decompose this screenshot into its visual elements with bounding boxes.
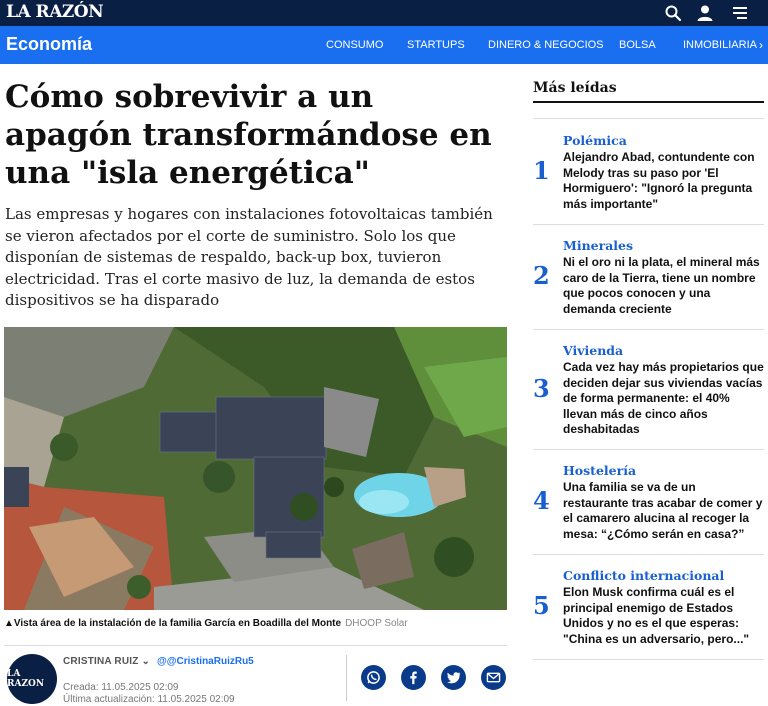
nav-item-dinero-negocios[interactable]: DINERO & NEGOCIOS: [488, 39, 604, 51]
list-divider: [533, 329, 764, 330]
item-number: 5: [533, 591, 550, 620]
user-icon[interactable]: [696, 4, 714, 22]
photo-credit: DHOOP Solar: [345, 618, 408, 629]
author-name-text[interactable]: CRISTINA RUIZ: [63, 656, 139, 667]
menu-icon[interactable]: [731, 4, 749, 22]
item-number: 2: [533, 261, 550, 290]
list-divider: [533, 224, 764, 225]
whatsapp-icon[interactable]: [361, 665, 386, 690]
search-icon[interactable]: [664, 4, 682, 22]
item-number: 3: [533, 374, 550, 403]
author-share-divider: [346, 655, 347, 701]
most-read-rule: [533, 101, 764, 103]
item-category[interactable]: Minerales: [563, 238, 634, 253]
nav-item-bolsa[interactable]: BOLSA: [619, 39, 656, 51]
item-headline[interactable]: Alejandro Abad, contundente con Melody tras su paso por 'El Hormiguero': "Ignoró la pregunta más importante": [563, 150, 755, 211]
item-category[interactable]: Hostelería: [563, 463, 637, 478]
item-headline[interactable]: Ni el oro ni la plata, el mineral más caro de la Tierra, tiene un nombre que pocos conocen y una demanda creciente: [563, 255, 760, 316]
author-handle[interactable]: @@CristinaRuizRu5: [157, 656, 254, 667]
nav-next-arrow[interactable]: ›: [759, 38, 763, 52]
section-title[interactable]: Economía: [6, 34, 93, 54]
nav-item-consumo[interactable]: CONSUMO: [326, 39, 384, 51]
caption-text: Vista área de la instalación de la familia García en Boadilla del Monte: [13, 618, 342, 629]
item-headline[interactable]: Cada vez hay más propietarios que deciden dejar sus viviendas vacías de forma permanente: el 40% llevan más de cinco años deshabitadas: [563, 360, 764, 436]
article-photo[interactable]: [4, 327, 507, 610]
item-number: 1: [533, 156, 550, 185]
item-headline[interactable]: Una familia se va de un restaurante tras acabar de comer y el camarero alucina al recoger la mesa: “¿Cómo serán en casa?”: [563, 480, 763, 541]
item-category[interactable]: Conflicto internacional: [563, 568, 725, 583]
nav-item-startups[interactable]: STARTUPS: [407, 39, 465, 51]
list-divider: [533, 659, 764, 660]
caption-marker: ▲: [4, 618, 14, 629]
list-divider: [533, 449, 764, 450]
list-divider: [533, 118, 764, 119]
article-subtitle: Las empresas y hogares con instalaciones fotovoltaicas también se vieron afectados por el corte de suministro. Solo los que disponían de sistemas de respaldo, back-up box, tuvieron electricidad. Tras el corte masivo de luz, la demanda de estos dispositivos se ha disparado: [5, 205, 493, 309]
twitter-icon[interactable]: [441, 665, 466, 690]
item-number: 4: [533, 486, 550, 515]
author-name[interactable]: [63, 656, 150, 667]
email-icon[interactable]: [481, 665, 506, 690]
top-bar: [0, 0, 768, 26]
updated-date: Última actualización: 11.05.2025 02:09: [63, 694, 235, 705]
site-logo[interactable]: LA RAZÓN: [6, 2, 104, 22]
created-date: Creada: 11.05.2025 02:09: [63, 682, 179, 693]
aerial-house-image: [4, 327, 507, 610]
item-headline[interactable]: Elon Musk confirma cuál es el principal enemigo de Estados Unidos y no es el que esperas: "China es un adversario, pero...": [563, 585, 750, 646]
author-avatar[interactable]: LA RAZON: [7, 654, 57, 704]
most-read-title: Más leídas: [533, 80, 617, 96]
caption-divider: [4, 645, 507, 646]
list-divider: [533, 554, 764, 555]
article-headline: Cómo sobrevivir a un apagón transformándose en una "isla energética": [5, 79, 492, 191]
photo-caption: [4, 618, 408, 629]
item-category[interactable]: Polémica: [563, 133, 627, 148]
nav-item-inmobiliaria[interactable]: INMOBILIARIA: [683, 39, 757, 51]
section-bar: [0, 26, 768, 64]
chevron-down-icon[interactable]: ⌄: [141, 656, 151, 667]
item-category[interactable]: Vivienda: [563, 343, 624, 358]
facebook-icon[interactable]: [401, 665, 426, 690]
